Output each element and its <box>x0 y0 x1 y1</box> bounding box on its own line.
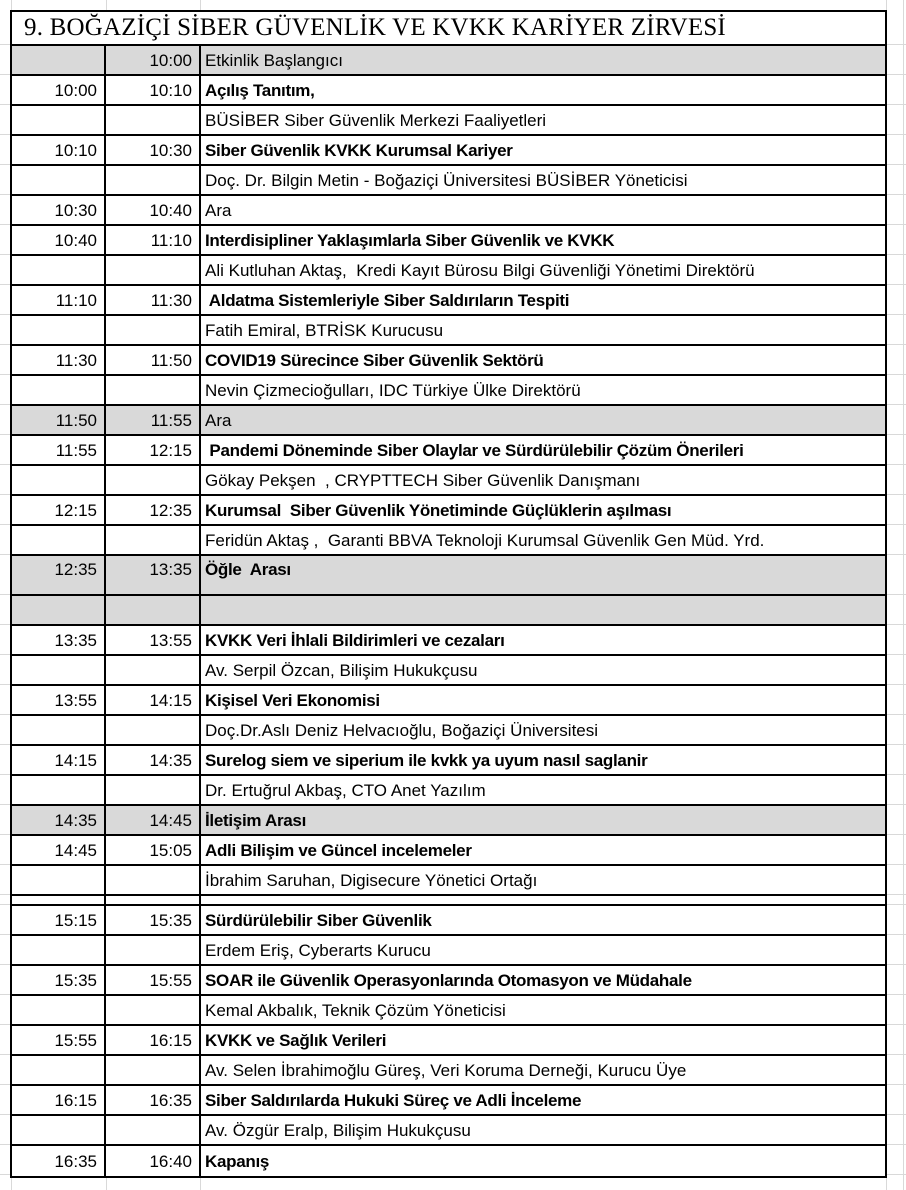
start-time-cell[interactable]: 11:50 <box>12 406 106 434</box>
table-row <box>12 936 885 966</box>
session-cell[interactable]: Siber Saldırılarda Hukuki Süreç ve Adli İnceleme <box>205 1090 582 1110</box>
session-cell[interactable]: Adli Bilişim ve Güncel incelemeler <box>205 840 472 860</box>
agenda-table <box>10 10 887 1178</box>
start-time-cell[interactable]: 10:40 <box>12 226 106 254</box>
end-time-cell[interactable]: 16:15 <box>106 1026 201 1054</box>
start-time-cell[interactable] <box>12 1056 106 1084</box>
end-time-cell[interactable]: 13:35 <box>106 556 201 594</box>
session-cell[interactable]: BÜSİBER Siber Güvenlik Merkezi Faaliyetleri <box>205 110 547 130</box>
session-cell[interactable]: Kemal Akbalık, Teknik Çözüm Yöneticisi <box>205 1000 506 1020</box>
start-time-cell[interactable]: 11:10 <box>12 286 106 314</box>
session-cell[interactable]: İletişim Arası <box>205 810 306 830</box>
end-time-cell[interactable]: 14:15 <box>106 686 201 714</box>
end-time-cell[interactable] <box>106 716 201 744</box>
table-row <box>12 346 885 376</box>
start-time-cell[interactable] <box>12 526 106 554</box>
start-time-cell[interactable]: 10:00 <box>12 76 106 104</box>
table-row <box>12 166 885 196</box>
table-row <box>12 836 885 866</box>
session-cell[interactable]: Av. Özgür Eralp, Bilişim Hukukçusu <box>205 1120 471 1140</box>
table-row <box>12 136 885 166</box>
end-time-cell[interactable] <box>106 896 201 904</box>
table-row <box>12 556 885 596</box>
session-cell[interactable]: COVID19 Sürecince Siber Güvenlik Sektörü <box>205 350 544 370</box>
table-row <box>12 106 885 136</box>
session-cell[interactable]: Dr. Ertuğrul Akbaş, CTO Anet Yazılım <box>205 780 486 800</box>
table-row <box>12 526 885 556</box>
end-time-cell[interactable]: 16:35 <box>106 1086 201 1114</box>
start-time-cell[interactable] <box>12 166 106 194</box>
end-time-cell[interactable]: 16:40 <box>106 1146 201 1176</box>
session-cell[interactable]: Ara <box>205 200 232 220</box>
session-cell[interactable]: Surelog siem ve siperium ile kvkk ya uyum nasıl saglanir <box>205 750 648 770</box>
start-time-cell[interactable]: 11:55 <box>12 436 106 464</box>
start-time-cell[interactable]: 16:35 <box>12 1146 106 1176</box>
table-row <box>12 776 885 806</box>
session-cell[interactable]: Doç. Dr. Bilgin Metin - Boğaziçi Üniversitesi BÜSİBER Yöneticisi <box>205 170 688 190</box>
table-row <box>12 1026 885 1056</box>
session-cell[interactable]: Av. Serpil Özcan, Bilişim Hukukçusu <box>205 660 478 680</box>
table-row <box>12 596 885 626</box>
end-time-cell[interactable]: 15:35 <box>106 906 201 934</box>
session-cell[interactable]: Erdem Eriş, Cyberarts Kurucu <box>205 940 431 960</box>
gridline-v <box>903 0 904 1190</box>
session-cell[interactable]: Pandemi Döneminde Siber Olaylar ve Sürdürülebilir Çözüm Önerileri <box>205 440 744 460</box>
start-time-cell[interactable] <box>12 896 106 904</box>
title-cell[interactable] <box>12 12 885 46</box>
start-time-cell[interactable] <box>12 936 106 964</box>
start-time-cell[interactable]: 12:35 <box>12 556 106 594</box>
start-time-cell[interactable] <box>12 866 106 894</box>
start-time-cell[interactable] <box>12 596 106 624</box>
table-row <box>12 286 885 316</box>
table-row <box>12 376 885 406</box>
end-time-cell[interactable] <box>106 316 201 344</box>
end-time-cell[interactable]: 11:50 <box>106 346 201 374</box>
start-time-cell[interactable]: 14:35 <box>12 806 106 834</box>
session-cell[interactable]: Kişisel Veri Ekonomisi <box>205 690 380 710</box>
start-time-cell[interactable] <box>12 1116 106 1144</box>
start-time-cell[interactable] <box>12 996 106 1024</box>
table-row <box>12 626 885 656</box>
table-row <box>12 256 885 286</box>
session-cell[interactable]: Kapanış <box>205 1151 270 1171</box>
table-row <box>12 686 885 716</box>
table-row <box>12 1056 885 1086</box>
table-row <box>12 496 885 526</box>
table-row <box>12 76 885 106</box>
table-row <box>12 1086 885 1116</box>
end-time-cell[interactable]: 10:30 <box>106 136 201 164</box>
start-time-cell[interactable] <box>12 376 106 404</box>
end-time-cell[interactable] <box>106 596 201 624</box>
start-time-cell[interactable] <box>12 776 106 804</box>
session-cell[interactable] <box>201 596 885 624</box>
table-row <box>12 996 885 1026</box>
session-cell[interactable]: Açılış Tanıtım, <box>205 80 315 100</box>
end-time-cell[interactable]: 15:55 <box>106 966 201 994</box>
start-time-cell[interactable] <box>12 256 106 284</box>
table-row <box>12 406 885 436</box>
session-cell[interactable]: SOAR ile Güvenlik Operasyonlarında Otomasyon ve Müdahale <box>205 970 692 990</box>
end-time-cell[interactable] <box>106 776 201 804</box>
session-cell[interactable]: Feridün Aktaş , Garanti BBVA Teknoloji Kurumsal Güvenlik Gen Müd. Yrd. <box>205 530 765 550</box>
table-row <box>12 716 885 746</box>
session-cell[interactable]: Ara <box>205 410 232 430</box>
end-time-cell[interactable] <box>106 166 201 194</box>
end-time-cell[interactable]: 10:40 <box>106 196 201 224</box>
table-row <box>12 1146 885 1176</box>
table-row <box>12 436 885 466</box>
end-time-cell[interactable] <box>106 1116 201 1144</box>
table-row <box>12 656 885 686</box>
session-cell[interactable]: Öğle Arası <box>205 560 291 579</box>
session-cell[interactable]: Interdisipliner Yaklaşımlarla Siber Güvenlik ve KVKK <box>205 230 615 250</box>
start-time-cell[interactable] <box>12 716 106 744</box>
end-time-cell[interactable] <box>106 466 201 494</box>
end-time-cell[interactable] <box>106 106 201 134</box>
start-time-cell[interactable]: 13:35 <box>12 626 106 654</box>
end-time-cell[interactable]: 11:55 <box>106 406 201 434</box>
start-time-cell[interactable] <box>12 316 106 344</box>
session-cell[interactable]: Fatih Emiral, BTRİSK Kurucusu <box>205 320 444 340</box>
start-time-cell[interactable] <box>12 46 106 74</box>
table-row <box>12 316 885 346</box>
start-time-cell[interactable]: 11:30 <box>12 346 106 374</box>
agenda-rows <box>12 46 885 1176</box>
end-time-cell[interactable]: 11:10 <box>106 226 201 254</box>
start-time-cell[interactable]: 15:35 <box>12 966 106 994</box>
page-title: 9. BOĞAZİÇİ SİBER GÜVENLİK VE KVKK KARİYER ZİRVESİ <box>24 14 726 41</box>
session-cell[interactable]: İbrahim Saruhan, Digisecure Yönetici Ortağı <box>205 870 538 890</box>
session-cell[interactable]: Etkinlik Başlangıcı <box>205 50 343 70</box>
session-cell[interactable]: Nevin Çizmecioğulları, IDC Türkiye Ülke Direktörü <box>205 380 581 400</box>
end-time-cell[interactable] <box>106 1056 201 1084</box>
start-time-cell[interactable]: 15:15 <box>12 906 106 934</box>
start-time-cell[interactable] <box>12 106 106 134</box>
session-cell[interactable]: Av. Selen İbrahimoğlu Güreş, Veri Koruma Derneği, Kurucu Üye <box>205 1060 687 1080</box>
end-time-cell[interactable]: 12:15 <box>106 436 201 464</box>
session-cell[interactable]: KVKK ve Sağlık Verileri <box>205 1030 387 1050</box>
start-time-cell[interactable]: 10:10 <box>12 136 106 164</box>
table-row <box>12 866 885 896</box>
table-row <box>12 1116 885 1146</box>
end-time-cell[interactable] <box>106 656 201 684</box>
end-time-cell[interactable] <box>106 376 201 404</box>
table-row <box>12 966 885 996</box>
table-row <box>12 196 885 226</box>
end-time-cell[interactable] <box>106 996 201 1024</box>
session-cell[interactable]: Sürdürülebilir Siber Güvenlik <box>205 910 432 930</box>
start-time-cell[interactable]: 14:15 <box>12 746 106 774</box>
end-time-cell[interactable] <box>106 256 201 284</box>
end-time-cell[interactable]: 10:00 <box>106 46 201 74</box>
end-time-cell[interactable]: 15:05 <box>106 836 201 864</box>
end-time-cell[interactable] <box>106 866 201 894</box>
end-time-cell[interactable]: 12:35 <box>106 496 201 524</box>
end-time-cell[interactable]: 10:10 <box>106 76 201 104</box>
start-time-cell[interactable] <box>12 656 106 684</box>
start-time-cell[interactable]: 13:55 <box>12 686 106 714</box>
table-row <box>12 466 885 496</box>
session-cell[interactable]: Doç.Dr.Aslı Deniz Helvacıoğlu, Boğaziçi Üniversitesi <box>205 720 599 740</box>
session-cell[interactable]: Ali Kutluhan Aktaş, Kredi Kayıt Bürosu Bilgi Güvenliği Yönetimi Direktörü <box>205 260 755 280</box>
end-time-cell[interactable]: 14:35 <box>106 746 201 774</box>
end-time-cell[interactable] <box>106 936 201 964</box>
start-time-cell[interactable]: 12:15 <box>12 496 106 524</box>
session-cell[interactable]: Siber Güvenlik KVKK Kurumsal Kariyer <box>205 140 513 160</box>
session-cell[interactable]: Kurumsal Siber Güvenlik Yönetiminde Güçlüklerin aşılması <box>205 500 672 520</box>
table-row <box>12 746 885 776</box>
table-row <box>12 896 885 906</box>
session-cell[interactable]: KVKK Veri İhlali Bildirimleri ve cezaları <box>205 630 505 650</box>
start-time-cell[interactable]: 10:30 <box>12 196 106 224</box>
session-cell[interactable]: Gökay Pekşen , CRYPTTECH Siber Güvenlik Danışmanı <box>205 470 641 490</box>
table-row <box>12 226 885 256</box>
session-cell[interactable]: Aldatma Sistemleriyle Siber Saldırıların Tespiti <box>205 290 570 310</box>
table-row <box>12 906 885 936</box>
start-time-cell[interactable] <box>12 466 106 494</box>
start-time-cell[interactable]: 15:55 <box>12 1026 106 1054</box>
start-time-cell[interactable]: 16:15 <box>12 1086 106 1114</box>
start-time-cell[interactable]: 14:45 <box>12 836 106 864</box>
end-time-cell[interactable]: 11:30 <box>106 286 201 314</box>
end-time-cell[interactable] <box>106 526 201 554</box>
session-cell[interactable] <box>201 896 885 904</box>
end-time-cell[interactable]: 14:45 <box>106 806 201 834</box>
table-row <box>12 46 885 76</box>
table-row <box>12 806 885 836</box>
end-time-cell[interactable]: 13:55 <box>106 626 201 654</box>
